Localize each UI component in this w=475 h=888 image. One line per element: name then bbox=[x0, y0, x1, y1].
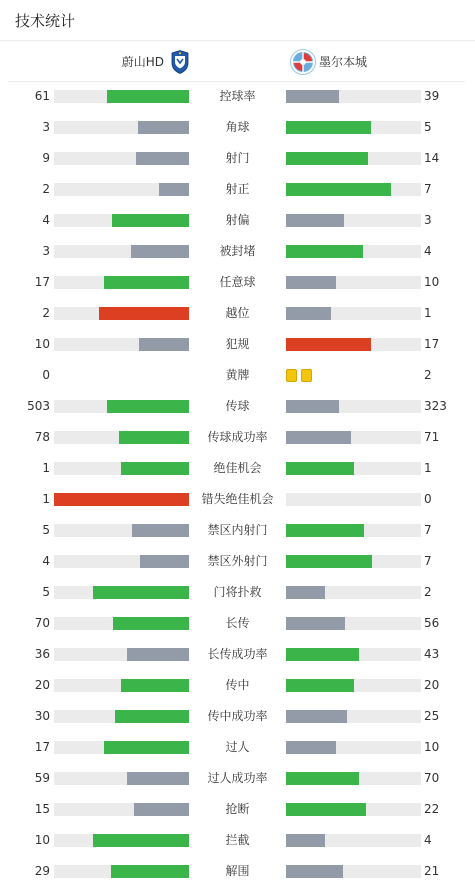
home-value: 59 bbox=[34, 771, 50, 785]
home-bar bbox=[127, 648, 189, 661]
stat-row bbox=[0, 547, 475, 578]
home-value: 3 bbox=[42, 120, 50, 134]
home-bar bbox=[93, 834, 189, 847]
away-bar-track bbox=[286, 555, 421, 568]
stat-label: 射门 bbox=[225, 151, 250, 165]
home-value: 61 bbox=[34, 89, 50, 103]
home-bar bbox=[134, 803, 189, 816]
home-bar bbox=[99, 307, 189, 320]
stat-row bbox=[0, 392, 475, 423]
away-team-name: 墨尔本城 bbox=[319, 55, 368, 69]
stat-row bbox=[0, 702, 475, 733]
away-value: 25 bbox=[424, 709, 440, 723]
away-bar bbox=[286, 586, 325, 599]
away-bar-track bbox=[286, 431, 421, 444]
away-bar-track bbox=[286, 400, 421, 413]
stat-row bbox=[0, 144, 475, 175]
home-bar-track bbox=[54, 803, 189, 816]
away-bar-track bbox=[286, 648, 421, 661]
away-bar-track bbox=[286, 307, 421, 320]
away-value: 323 bbox=[424, 399, 447, 413]
home-bar-track bbox=[54, 338, 189, 351]
stat-label: 解围 bbox=[225, 864, 250, 878]
home-bar-track bbox=[54, 741, 189, 754]
stat-row bbox=[0, 795, 475, 826]
away-value: 4 bbox=[424, 244, 432, 258]
away-bar bbox=[286, 431, 351, 444]
away-value: 43 bbox=[424, 647, 440, 661]
stats-list bbox=[0, 82, 475, 888]
away-value: 56 bbox=[424, 616, 440, 630]
away-bar-track bbox=[286, 834, 421, 847]
away-bar bbox=[286, 338, 371, 351]
away-bar-track bbox=[286, 865, 421, 878]
home-value: 10 bbox=[34, 337, 50, 351]
stat-label: 禁区内射门 bbox=[207, 523, 268, 537]
home-bar-track bbox=[54, 276, 189, 289]
away-bar-track bbox=[286, 772, 421, 785]
home-bar-track bbox=[54, 586, 189, 599]
home-team-name: 蔚山HD bbox=[121, 55, 164, 69]
stat-label: 长传成功率 bbox=[207, 647, 268, 661]
stat-label: 过人成功率 bbox=[207, 771, 268, 785]
stat-label: 被封堵 bbox=[219, 244, 256, 258]
stat-label: 犯规 bbox=[225, 337, 250, 351]
away-value: 7 bbox=[424, 182, 432, 196]
away-bar-track bbox=[286, 803, 421, 816]
stat-label: 拦截 bbox=[225, 833, 250, 847]
stat-row bbox=[0, 516, 475, 547]
home-value: 20 bbox=[34, 678, 50, 692]
stat-row bbox=[0, 299, 475, 330]
stat-row bbox=[0, 826, 475, 857]
stat-label: 过人 bbox=[225, 740, 250, 754]
away-bar bbox=[286, 307, 331, 320]
away-value: 7 bbox=[424, 554, 432, 568]
away-value: 10 bbox=[424, 740, 440, 754]
away-bar-track bbox=[286, 338, 421, 351]
home-bar-track bbox=[54, 307, 189, 320]
teams-header bbox=[8, 41, 465, 82]
home-value: 36 bbox=[34, 647, 50, 661]
stat-label: 禁区外射门 bbox=[207, 554, 268, 568]
stat-row bbox=[0, 764, 475, 795]
stat-label: 传中成功率 bbox=[207, 709, 268, 723]
home-value: 9 bbox=[42, 151, 50, 165]
away-value: 39 bbox=[424, 89, 440, 103]
away-value: 17 bbox=[424, 337, 440, 351]
home-value: 1 bbox=[42, 492, 50, 506]
away-value: 14 bbox=[424, 151, 440, 165]
away-bar-track bbox=[286, 586, 421, 599]
away-bar-track bbox=[286, 90, 421, 103]
away-bar-track bbox=[286, 462, 421, 475]
away-bar bbox=[286, 400, 339, 413]
away-value: 71 bbox=[424, 430, 440, 444]
away-value: 1 bbox=[424, 306, 432, 320]
home-bar bbox=[119, 431, 189, 444]
home-value: 2 bbox=[42, 182, 50, 196]
away-bar bbox=[286, 121, 371, 134]
away-bar bbox=[286, 245, 363, 258]
home-bar-track bbox=[54, 772, 189, 785]
home-bar bbox=[115, 710, 189, 723]
away-bar-track bbox=[286, 741, 421, 754]
home-bar-track bbox=[54, 524, 189, 537]
away-bar-track bbox=[286, 276, 421, 289]
home-bar bbox=[132, 524, 189, 537]
page-title: 技术统计 bbox=[15, 12, 76, 30]
stat-label: 长传 bbox=[225, 616, 250, 630]
yellow-card-icon bbox=[286, 369, 297, 382]
home-bar-track bbox=[54, 245, 189, 258]
home-bar bbox=[112, 214, 189, 227]
stat-row bbox=[0, 578, 475, 609]
away-bar bbox=[286, 90, 339, 103]
stat-row bbox=[0, 857, 475, 888]
stat-label: 角球 bbox=[225, 120, 250, 134]
away-bar-track bbox=[286, 214, 421, 227]
stat-label: 传球 bbox=[225, 399, 250, 413]
away-bar bbox=[286, 834, 325, 847]
away-value: 3 bbox=[424, 213, 432, 227]
home-bar-track bbox=[54, 710, 189, 723]
home-team[interactable] bbox=[122, 41, 189, 82]
stat-row bbox=[0, 454, 475, 485]
away-value: 5 bbox=[424, 120, 432, 134]
away-bar-track bbox=[286, 152, 421, 165]
home-bar-track bbox=[54, 865, 189, 878]
home-value: 17 bbox=[34, 740, 50, 754]
away-bar bbox=[286, 555, 372, 568]
home-bar-track bbox=[54, 400, 189, 413]
home-value: 4 bbox=[42, 213, 50, 227]
home-bar-track bbox=[54, 617, 189, 630]
stat-row bbox=[0, 485, 475, 516]
away-bar bbox=[286, 679, 354, 692]
away-bar bbox=[286, 741, 336, 754]
home-bar bbox=[136, 152, 189, 165]
home-bar-track bbox=[54, 834, 189, 847]
stat-label: 射正 bbox=[225, 182, 250, 196]
home-bar bbox=[104, 741, 189, 754]
away-bar-track bbox=[286, 493, 421, 506]
home-value: 5 bbox=[42, 585, 50, 599]
away-bar bbox=[286, 865, 343, 878]
home-value: 70 bbox=[34, 616, 50, 630]
home-bar bbox=[139, 338, 189, 351]
away-bar-track bbox=[286, 679, 421, 692]
home-value: 78 bbox=[34, 430, 50, 444]
home-value: 30 bbox=[34, 709, 50, 723]
home-bar bbox=[131, 245, 189, 258]
melbourne-city-crest-icon bbox=[290, 49, 316, 75]
stat-label: 门将扑救 bbox=[213, 585, 262, 599]
home-bar-track bbox=[54, 152, 189, 165]
away-bar bbox=[286, 276, 336, 289]
away-bar bbox=[286, 152, 368, 165]
home-bar bbox=[107, 90, 189, 103]
home-bar bbox=[113, 617, 189, 630]
away-bar bbox=[286, 524, 364, 537]
away-value: 2 bbox=[424, 585, 432, 599]
stat-row bbox=[0, 609, 475, 640]
home-bar-track bbox=[54, 183, 189, 196]
home-bar-track bbox=[54, 121, 189, 134]
home-bar bbox=[121, 462, 189, 475]
away-bar-track bbox=[286, 121, 421, 134]
stat-row bbox=[0, 330, 475, 361]
stat-label: 传球成功率 bbox=[207, 430, 268, 444]
home-value: 15 bbox=[34, 802, 50, 816]
stat-row bbox=[0, 113, 475, 144]
home-value: 3 bbox=[42, 244, 50, 258]
away-value: 7 bbox=[424, 523, 432, 537]
stat-label: 射偏 bbox=[225, 213, 250, 227]
home-bar bbox=[93, 586, 189, 599]
stat-row bbox=[0, 175, 475, 206]
away-bar bbox=[286, 710, 347, 723]
away-value: 70 bbox=[424, 771, 440, 785]
away-value: 10 bbox=[424, 275, 440, 289]
home-bar bbox=[140, 555, 189, 568]
home-bar bbox=[127, 772, 189, 785]
stat-row bbox=[0, 82, 475, 113]
away-bar-track bbox=[286, 183, 421, 196]
home-bar bbox=[107, 400, 189, 413]
home-bar bbox=[121, 679, 189, 692]
home-value: 29 bbox=[34, 864, 50, 878]
home-value: 4 bbox=[42, 554, 50, 568]
stat-label: 控球率 bbox=[219, 89, 256, 103]
away-bar-track bbox=[286, 245, 421, 258]
stat-label: 越位 bbox=[225, 306, 250, 320]
home-value: 0 bbox=[42, 368, 50, 382]
away-bar bbox=[286, 617, 345, 630]
stat-row bbox=[0, 423, 475, 454]
away-bar-track bbox=[286, 710, 421, 723]
stat-row bbox=[0, 237, 475, 268]
away-bar bbox=[286, 803, 366, 816]
away-value: 20 bbox=[424, 678, 440, 692]
home-bar-track bbox=[54, 493, 189, 506]
stat-label: 绝佳机会 bbox=[213, 461, 262, 475]
home-value: 2 bbox=[42, 306, 50, 320]
home-bar-track bbox=[54, 555, 189, 568]
stat-row bbox=[0, 671, 475, 702]
yellow-card-icon bbox=[301, 369, 312, 382]
home-bar bbox=[159, 183, 189, 196]
away-yellow-cards bbox=[286, 369, 316, 382]
home-bar bbox=[111, 865, 189, 878]
home-bar-track bbox=[54, 431, 189, 444]
home-bar-track bbox=[54, 679, 189, 692]
away-value: 21 bbox=[424, 864, 440, 878]
home-value: 17 bbox=[34, 275, 50, 289]
stat-row bbox=[0, 268, 475, 299]
home-value: 5 bbox=[42, 523, 50, 537]
away-bar bbox=[286, 772, 359, 785]
away-bar bbox=[286, 462, 354, 475]
away-bar bbox=[286, 214, 344, 227]
stat-row bbox=[0, 361, 475, 392]
stat-label: 传中 bbox=[225, 678, 250, 692]
home-bar bbox=[54, 493, 189, 506]
home-value: 503 bbox=[27, 399, 50, 413]
stat-row bbox=[0, 206, 475, 237]
away-value: 22 bbox=[424, 802, 440, 816]
home-bar-track bbox=[54, 214, 189, 227]
stat-row bbox=[0, 640, 475, 671]
home-bar bbox=[104, 276, 189, 289]
away-bar bbox=[286, 648, 359, 661]
home-value: 10 bbox=[34, 833, 50, 847]
away-bar bbox=[286, 183, 391, 196]
home-bar bbox=[138, 121, 189, 134]
home-bar-track bbox=[54, 648, 189, 661]
home-value: 1 bbox=[42, 461, 50, 475]
away-value: 4 bbox=[424, 833, 432, 847]
stat-label: 错失绝佳机会 bbox=[201, 492, 274, 506]
away-team[interactable] bbox=[290, 41, 367, 82]
stat-label: 任意球 bbox=[219, 275, 256, 289]
home-bar-track bbox=[54, 90, 189, 103]
stat-row bbox=[0, 733, 475, 764]
away-value: 0 bbox=[424, 492, 432, 506]
stat-label: 抢断 bbox=[225, 802, 250, 816]
home-bar-track bbox=[54, 462, 189, 475]
away-value: 1 bbox=[424, 461, 432, 475]
stat-label: 黄牌 bbox=[225, 368, 250, 382]
away-value: 2 bbox=[424, 368, 432, 382]
away-bar-track bbox=[286, 617, 421, 630]
header bbox=[0, 0, 475, 41]
ulsan-hd-crest-icon bbox=[171, 50, 189, 74]
away-bar-track bbox=[286, 524, 421, 537]
